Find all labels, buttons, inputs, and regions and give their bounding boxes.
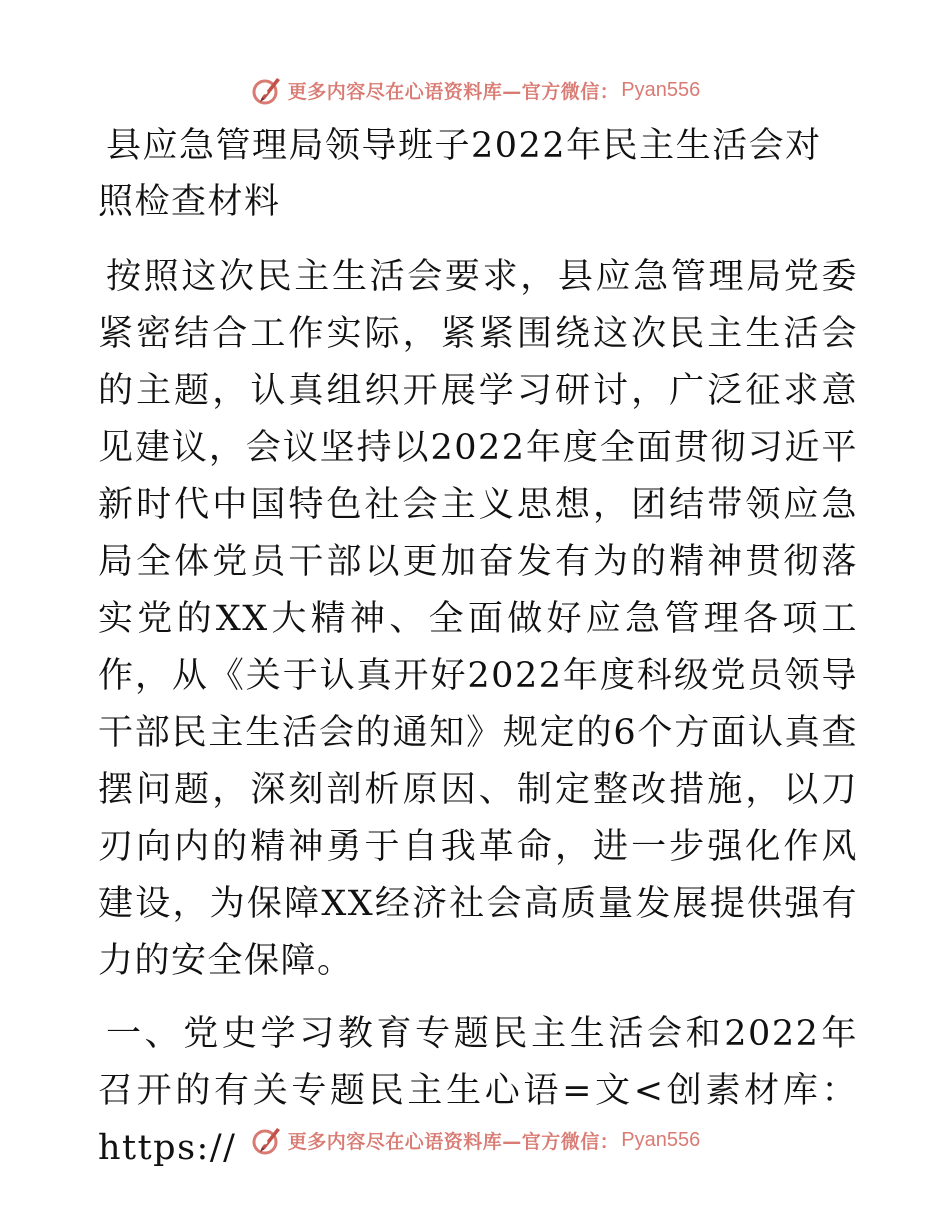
- watermark-text: 更多内容尽在心语资料库—官方微信：: [287, 80, 620, 103]
- body-paragraph: 按照这次民主生活会要求，县应急管理局党委紧密结合工作实际，紧紧围绕这次民主生活会的主题，认真组织开展学习研讨，广泛征求意见建议，会议坚持以2022年度全面贯彻习近平新时代中国特色社会主义思想，团结带领应急局全体党员干部以更加奋发有为的精神贯彻落实党的XX大精神、全面做好应急管理各项工作，从《关于认真开好2022年度科级党员领导干部民主生活会的通知》规定的6个方面认真查摆问题，深刻剖析原因、制定整改措施，以刀刃向内的精神勇于自我革命，进一步强化作风建设，为保障XX经济社会高质量发展提供强有力的安全保障。: [98, 257, 858, 981]
- quill-pen-circle-logo-icon: [250, 73, 284, 107]
- section-heading-paragraph: 一、党史学习教育专题民主生活会和2022年召开的有关专题民主生心语=文<创素材库：https://: [98, 1014, 858, 1168]
- watermark-handle: Pyan556: [621, 1128, 701, 1151]
- watermark-handle: Pyan556: [621, 78, 701, 101]
- quill-pen-circle-logo-icon: [250, 1123, 284, 1157]
- watermark-header: [0, 70, 950, 110]
- document-body: [98, 118, 858, 1177]
- watermark-text: 更多内容尽在心语资料库—官方微信：: [287, 1130, 620, 1153]
- document-title: 县应急管理局领导班子2022年民主生活会对照检查材料: [98, 126, 822, 222]
- watermark-footer: [0, 1120, 950, 1160]
